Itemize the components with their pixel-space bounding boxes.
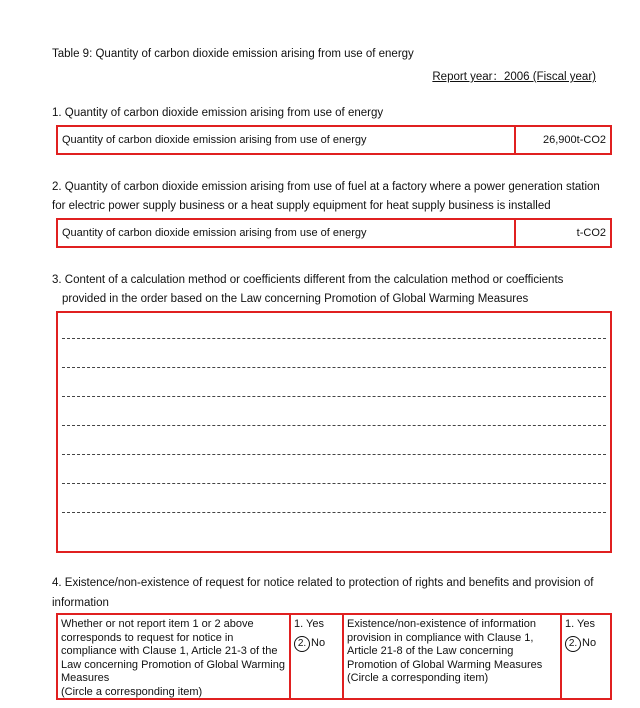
right-option-no[interactable] (565, 636, 607, 652)
section4-heading-line1: 4. Existence/non-existence of request for notice related to protection of rights and benefits and provision of (52, 577, 594, 589)
section3-heading-line1: 3. Content of a calculation method or coefficients different from the calculation method or coefficients (52, 274, 564, 286)
circle-mark-icon: 2. (565, 636, 581, 652)
section4-heading-line2: information (52, 597, 109, 609)
section2-table (56, 218, 612, 248)
right-option-no-label: No (582, 636, 597, 649)
section4-left-question: Whether or not report item 1 or 2 above corresponds to request for notice in compliance with Clause 1, Article 21-3 of the Law concerning Promotion of Global Warming Measures (61, 618, 285, 684)
section4-left-options (291, 615, 344, 698)
section1-heading: 1. Quantity of carbon dioxide emission arising from use of energy (52, 107, 384, 119)
section1-label: Quantity of carbon dioxide emission arising from use of energy (58, 127, 516, 153)
section2-heading-line1: 2. Quantity of carbon dioxide emission arising from use of fuel at a factory where a power generation station (52, 181, 600, 193)
dotted-line (62, 338, 606, 339)
dotted-line (62, 367, 606, 368)
section2-label: Quantity of carbon dioxide emission arising from use of energy (58, 220, 516, 246)
section1-value: 26,900t-CO2 (543, 134, 606, 146)
dotted-line (62, 425, 606, 426)
section3-content-box[interactable] (56, 311, 612, 553)
dotted-line (62, 512, 606, 513)
section4-right-question: Existence/non-existence of information provision in compliance with Clause 1, Article 21-8 of the Law concerning Promotion of Global Warming Measures (347, 618, 543, 671)
dotted-line (62, 396, 606, 397)
dotted-line (62, 483, 606, 484)
section3-heading-line2: provided in the order based on the Law concerning Promotion of Global Warming Measures (62, 293, 529, 305)
section4-left-instruction: (Circle a corresponding item) (61, 685, 203, 698)
section4-right-instruction: (Circle a corresponding item) (347, 672, 489, 684)
table-title: Table 9: Quantity of carbon dioxide emission arising from use of energy (52, 48, 414, 60)
left-option-yes[interactable]: 1. Yes (294, 618, 324, 630)
section2-value: t-CO2 (576, 227, 606, 239)
report-year: Report year：2006 (Fiscal year) (432, 71, 596, 83)
section4-right-options (562, 615, 610, 698)
section1-table (56, 125, 612, 155)
left-option-no[interactable] (294, 636, 339, 652)
circle-mark-icon: 2. (294, 636, 310, 652)
dotted-line (62, 454, 606, 455)
section2-heading-line2: for electric power supply business or a heat supply equipment for heat supply business is installed (52, 200, 551, 212)
section4-right-question-cell (344, 615, 562, 698)
section4-left-question-cell (58, 615, 291, 698)
right-option-yes[interactable]: 1. Yes (565, 618, 595, 630)
left-option-no-label: No (311, 636, 326, 649)
section4-table (56, 613, 612, 700)
